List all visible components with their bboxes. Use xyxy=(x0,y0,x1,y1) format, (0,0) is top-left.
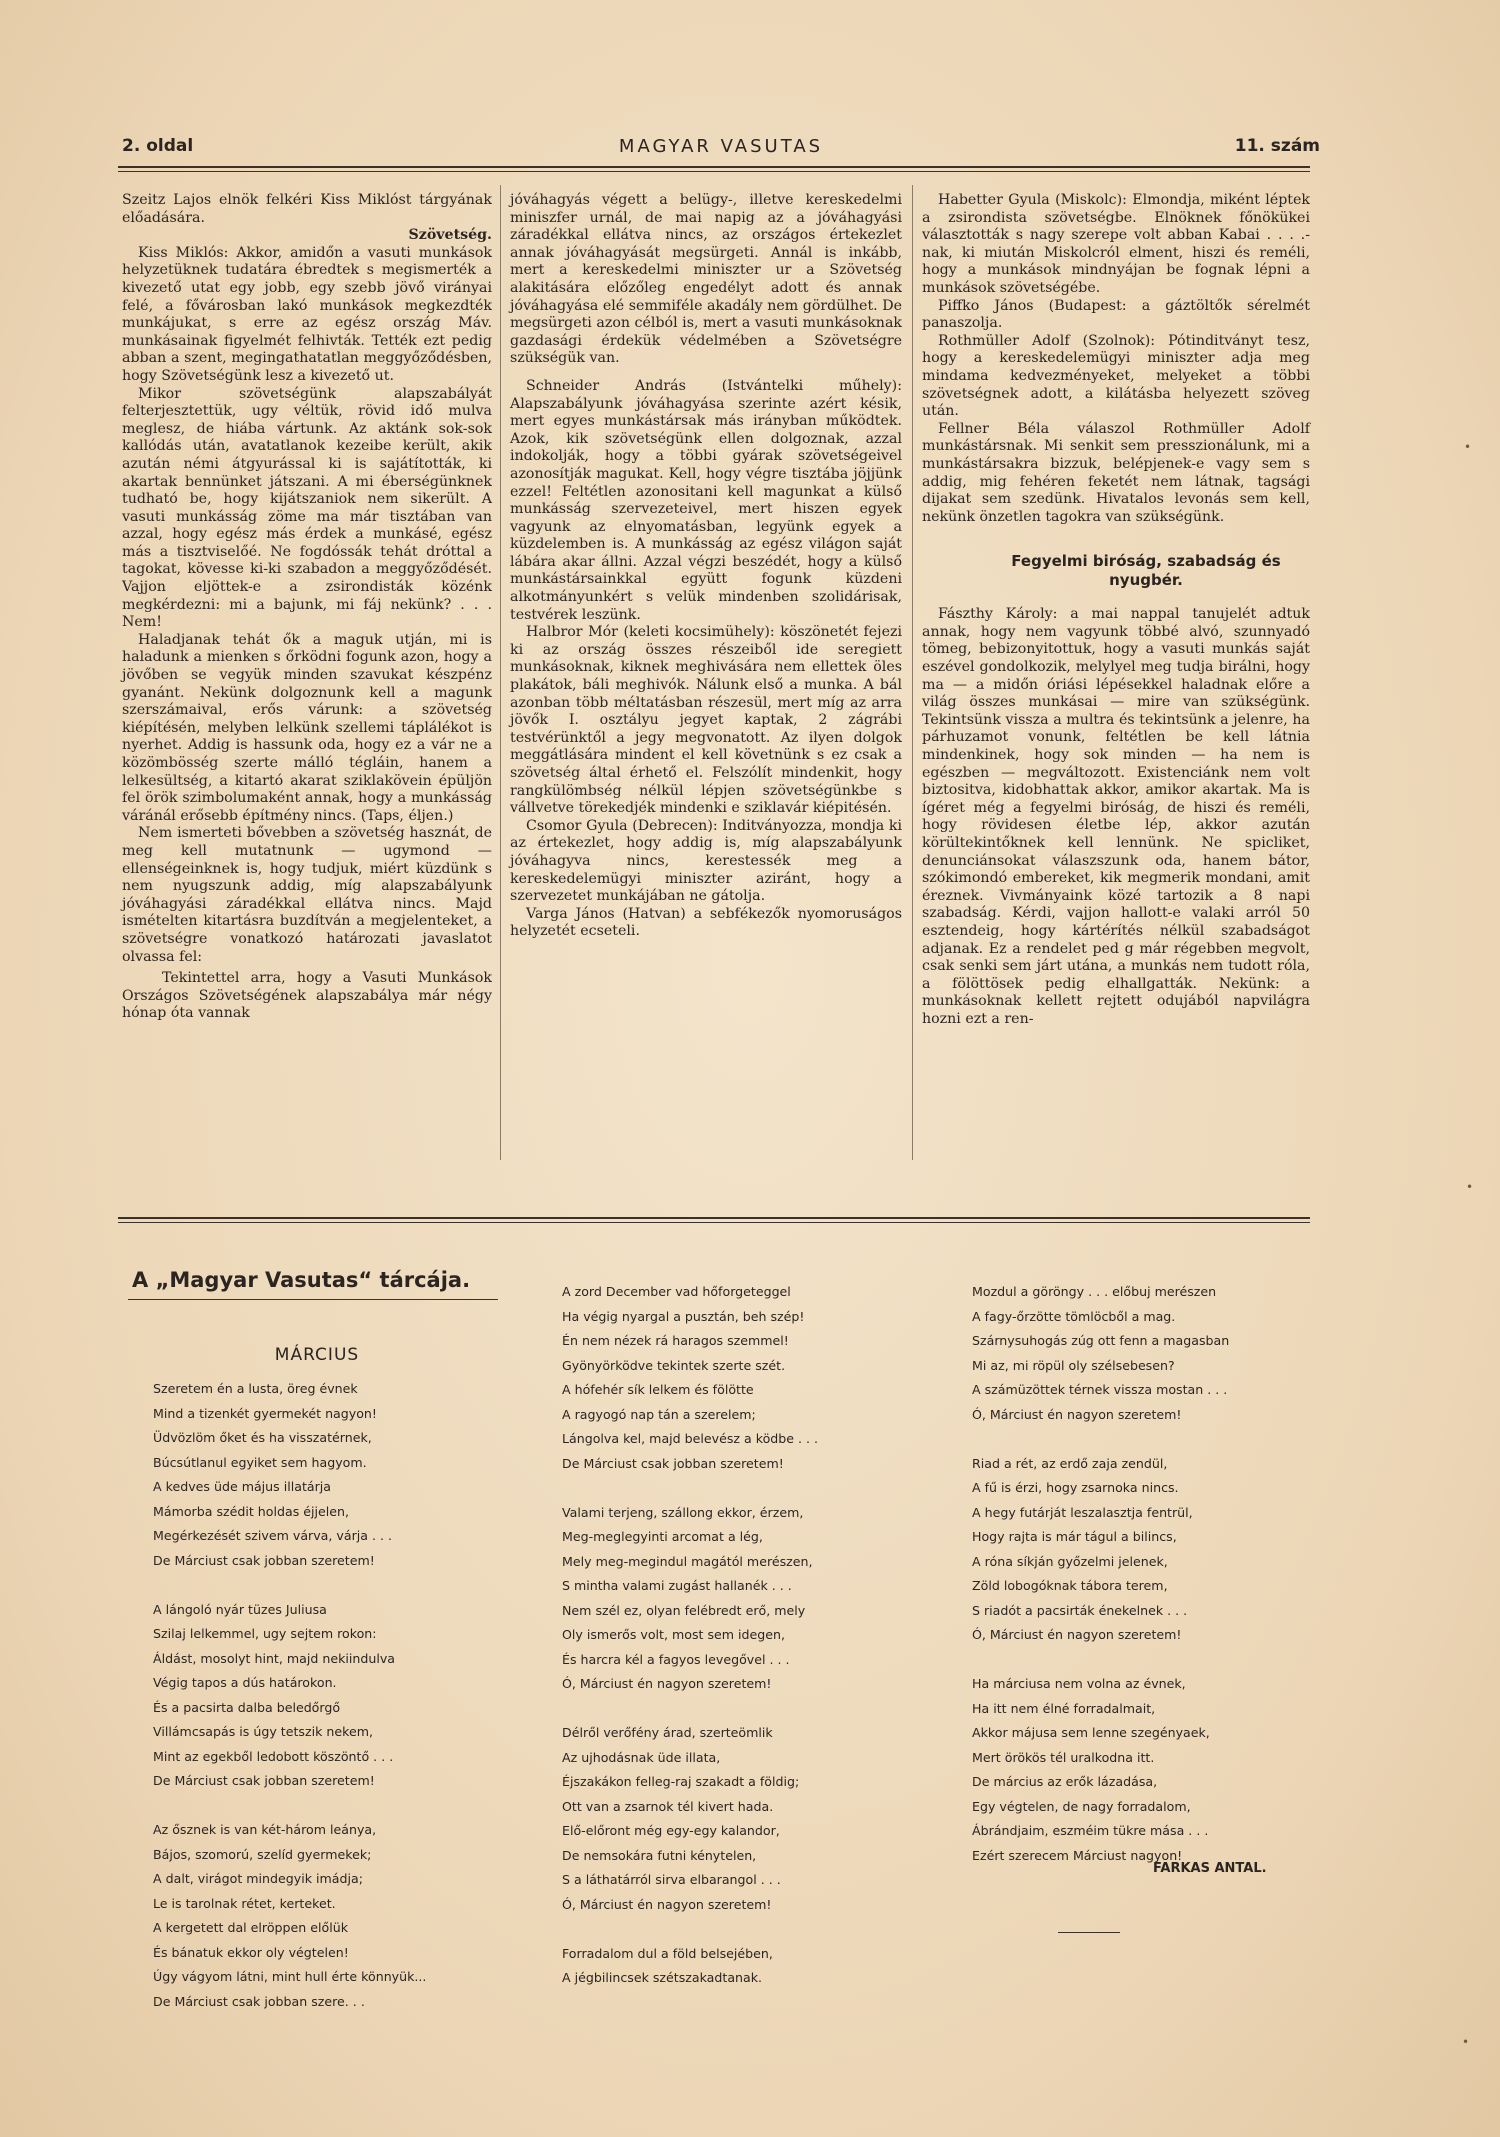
paragraph: Piffko János (Budapest: a gáztöltők sérelmét panaszolja. xyxy=(922,297,1310,332)
poem-line: A zord December vad hőforgeteggel xyxy=(562,1284,791,1299)
poem-line: Le is tarolnak rétet, kerteket. xyxy=(153,1895,336,1911)
poem-line: Úgy vágyom látni, mint hull érte könnyük... xyxy=(153,1969,427,1984)
paragraph: Fászthy Károly: a mai nappal tanujelét adtuk annak, hogy nem vagyunk többé alvó, szunnyadó tömeg, bebizonyitottuk, hogy a vasuti munkás saját eszével gondolkozik, melylyel meg tudja birálni, hogy ma — a midőn óriási lépésekkel haladnak előre a világ összes munkásai — mire van szükségünk. Tekintsünk vissza a multra és tekintsünk a jelenre, ha párhuzamot vonunk, feltétlen be kell látnia mindenkinek, hogy sok minden — ha nem is egészben — megváltozott. Existenciánk nem volt biztositva, kidobhattak akkor, amikor akartak. Ma is ígéret még a fegyelmi biróság, de hiszi és reméli, hogy rövidesen életbe lép, akkor azután körültekintőknek kell lennünk. Ne spicliket, denunciánsokat válaszszunk oda, hanem bátor, szókimondó embereket, kik megmerik mondani, amit éreznek. Vivmányaink közé tartozik a 8 napi szabadság. Kérdi, vajjon hallott-e valaki arról 50 esztendeig, hogy kártérítés nélkül szabadságot adjanak. Ez a rendelet ped g már régebben megvolt, csak senki sem járt utána, a munkás nem tudott róla, a fölöttösek pedig elhallgatták. Nekünk: a munkásoknak kellett rejtett odujából napvilágra hozni ezt a ren- xyxy=(922,606,1310,1027)
poem-line: De Márciust csak jobban szeretem! xyxy=(153,1552,375,1568)
poem-line: Szeretem én a lusta, öreg évnek xyxy=(153,1381,358,1396)
poem-line: Én nem nézek rá haragos szemmel! xyxy=(562,1333,789,1348)
poem-line: Nem szél ez, olyan felébredt erő, mely xyxy=(562,1602,806,1618)
poem-line: Akkor májusa sem lenne szegényaek, xyxy=(972,1725,1210,1740)
paragraph: Haladjanak tehát ők a maguk utján, mi is haladunk a mienken s őrködni fogunk azon, hogy a jövőben se vegyük minden szavukat készpénz gyanánt. Nekünk dolgoznunk kell a magunk szerszámaival, erős várunk: a szövetség kiépítésén, melyben lelkünk szellemi táplálékot is nyerhet. Addig is hassunk oda, hogy ez a vár ne a közömbösség szerte málló tégláin, hanem a lelkesültség, a kitartó akarat sziklakövein épüljön fel örök szimbolumaként annak, hogy a munkásság váránál erősebb építmény nincs. (Taps, éljen.) xyxy=(122,631,492,824)
section-label: Szövetség. xyxy=(408,227,492,244)
poem-author: FARKAS ANTAL. xyxy=(1153,1861,1267,1876)
page-header xyxy=(122,136,1320,164)
poem-stanza xyxy=(153,1377,513,1573)
poem-column-1 xyxy=(153,1377,513,2039)
header-rule xyxy=(118,166,1310,168)
poem-line: Ezért szerecem Márciust nagyon! xyxy=(972,1847,1183,1863)
poem-line: Zöld lobogóknak tábora terem, xyxy=(972,1578,1168,1593)
poem-stanza xyxy=(562,1942,922,1991)
end-rule xyxy=(1058,1932,1120,1933)
poem-line: Szárnysuhogás zúg ott fenn a magasban xyxy=(972,1333,1230,1348)
poem-line: Bájos, szomorú, szelíd gyermekek; xyxy=(153,1846,372,1862)
poem-line: Ha végig nyargal a pusztán, beh szép! xyxy=(562,1308,805,1324)
poem-line: S a láthatárról sirva elbarangol . . . xyxy=(562,1872,781,1887)
poem-line: Gyönyörködve tekintek szerte szét. xyxy=(562,1357,786,1373)
poem-line: A kedves üde május illatárja xyxy=(153,1479,331,1494)
poem-line: És a pacsirta dalba beledőrgő xyxy=(153,1699,341,1715)
poem-line: Mint az egekből ledobott köszöntő . . . xyxy=(153,1748,394,1764)
poem-line: A fagy-őrzötte tömlöcből a mag. xyxy=(972,1308,1176,1324)
poem-column-2 xyxy=(562,1280,922,2015)
poem-line: Ha itt nem élné forradalmait, xyxy=(972,1700,1156,1716)
paragraph: Rothmüller Adolf (Szolnok): Pótinditványt tesz, hogy a kereskedelemügyi miniszter adja meg mindama kedvezményeket, melyeket a többi szövetségnek adott, a kilátásba helyezett szöveg után. xyxy=(922,332,1310,420)
poem-line: Valami terjeng, szállong ekkor, érzem, xyxy=(562,1504,804,1520)
poem-line: De március az erők lázadása, xyxy=(972,1774,1158,1789)
header-rule-thin xyxy=(118,171,1310,172)
section-rule-thin xyxy=(118,1222,1310,1223)
poem-line: A fű is érzi, hogy zsarnoka nincs. xyxy=(972,1480,1179,1495)
poem-stanza xyxy=(972,1672,1312,1868)
paragraph: Halbror Mór (keleti kocsimühely): köszönetét fejezi ki az ország összes részeiből ide seregiett munkásoknak, kiknek meghivására nem ellettek öles plakátok, báli meghivók. Nálunk első a munka. A bál azonban több méltatásban részesül, mert míg az arra jövők I. osztályu jegyet kaptak, 2 zágrábi testvérünktől a jegy megvonatott. Az ilyen dolgok meggátlására mindent el kell követnünk s ez csak a szövetség által érhető el. Felszólít mindenkit, hogy rangkülömbség nélkül lépjen szövetségünkbe s vállvetve törekedjék mindenki e sziklavár kiépitésén. xyxy=(510,624,902,817)
print-speck: • xyxy=(1466,1180,1474,1194)
poem-line: Ha márciusa nem volna az évnek, xyxy=(972,1676,1186,1691)
poem-stanza xyxy=(562,1501,922,1697)
poem-stanza xyxy=(153,1598,513,1794)
poem-line: És bánatuk ekkor oly végtelen! xyxy=(153,1944,349,1960)
poem-column-3 xyxy=(972,1280,1312,1893)
poem-line: Mind a tizenkét gyermekét nagyon! xyxy=(153,1405,377,1421)
poem-line: Délről verőfény árad, szerteömlik xyxy=(562,1725,773,1740)
poem-line: Ó, Márciust én nagyon szeretem! xyxy=(972,1406,1182,1422)
article-column-3 xyxy=(922,192,1310,1029)
paragraph: Csomor Gyula (Debrecen): Inditványozza, mondja ki az értekezlet, hogy addig is, míg alapszabályunk jóváhagyva nincs, kerestessék meg a kereskedelemügyi miniszter aziránt, hogy a szervezetet munkájában ne gátolja. xyxy=(510,817,902,905)
paragraph: Habetter Gyula (Miskolc): Elmondja, miként léptek a zsirondista szövetségbe. Elnöknek főnökükei választották s nagy szerepe volt abban Kabai . . . .-nak, ki miután Miskolcról elment, hiszi és reméli, hogy a munkások mindnyájan be fognak lépni a munkások szövetségébe. xyxy=(922,192,1310,296)
poem-line: Éjszakákon felleg-raj szakadt a földig; xyxy=(562,1774,800,1789)
poem-line: Szilaj lelkemmel, ugy sejtem rokon: xyxy=(153,1626,377,1641)
paragraph: Szeitz Lajos elnök felkéri Kiss Miklóst tárgyának előadására. xyxy=(122,192,492,226)
feature-underline xyxy=(128,1299,498,1300)
section-heading: Fegyelmi biróság, szabadság és nyugbér. xyxy=(1011,552,1281,590)
poem-line: A ragyogó nap tán a szerelem; xyxy=(562,1406,756,1422)
poem-line: Mert örökös tél uralkodna itt. xyxy=(972,1749,1155,1765)
poem-line: Áldást, mosolyt hint, majd nekiindulva xyxy=(153,1650,395,1666)
feature-title: A „Magyar Vasutas“ tárcája. xyxy=(132,1268,471,1292)
poem-line: De Márciust csak jobban szere. . . xyxy=(153,1993,365,2009)
poem-line: Ó, Márciust én nagyon szeretem! xyxy=(972,1627,1182,1642)
column-divider xyxy=(500,185,501,1160)
poem-line: Ott van a zsarnok tél kivert hada. xyxy=(562,1798,774,1814)
poem-line: Ó, Márciust én nagyon szeretem! xyxy=(562,1896,772,1912)
poem-line: Riad a rét, az erdő zaja zendül, xyxy=(972,1455,1168,1471)
poem-stanza xyxy=(562,1280,922,1476)
poem-line: S riadót a pacsirták énekelnek . . . xyxy=(972,1602,1188,1618)
poem-line: Oly ismerős volt, most sem idegen, xyxy=(562,1627,786,1642)
poem-line: Ábrándjaim, eszméim tükre mása . . . xyxy=(972,1823,1209,1838)
poem-line: De Márciust csak jobban szeretem! xyxy=(562,1455,784,1471)
poem-line: Végig tapos a dús határokon. xyxy=(153,1675,337,1690)
poem-line: Az ősznek is van két-három leánya, xyxy=(153,1822,377,1837)
issue-number: 11. szám xyxy=(1234,136,1320,156)
print-speck: • xyxy=(1462,2035,1470,2049)
poem-line: És harcra kél a fagyos levegővel . . . xyxy=(562,1651,790,1667)
poem-line: A dalt, virágot mindegyik imádja; xyxy=(153,1871,363,1886)
poem-line: Lángolva kel, majd belevész a ködbe . . . xyxy=(562,1431,819,1446)
poem-line: A kergetett dal elröppen előlük xyxy=(153,1920,348,1935)
poem-line: Üdvözlöm őket és ha visszatérnek, xyxy=(153,1430,372,1445)
poem-line: A hófehér sík lelkem és fölötte xyxy=(562,1382,754,1397)
poem-line: Villámcsapás is úgy tetszik nekem, xyxy=(153,1724,373,1739)
poem-line: Mi az, mi röpül oly szélsebesen? xyxy=(972,1357,1175,1373)
poem-line: Ó, Márciust én nagyon szeretem! xyxy=(562,1676,772,1691)
section-rule xyxy=(118,1217,1310,1219)
paragraph: Fellner Béla válaszol Rothmüller Adolf munkástársnak. Mi senkit sem presszionálunk, mi a munkástársakra bizzuk, belépjenek-e vagy sem s addig, mig fehéren feketét nem látnak, tagsági dijakat sem szedünk. Hivatalos levonás sem kell, nekünk önzetlen tagokra van szükségünk. xyxy=(922,420,1310,525)
poem-line: Hogy rajta is már tágul a bilincs, xyxy=(972,1529,1177,1544)
poem-stanza xyxy=(972,1280,1312,1427)
poem-line: Elő-előront még egy-egy kalandor, xyxy=(562,1823,780,1838)
article-column-1 xyxy=(122,192,492,1023)
poem-line: De nemsokára futni kénytelen, xyxy=(562,1847,757,1863)
poem-title: MÁRCIUS xyxy=(274,1345,360,1365)
paragraph: Nem ismerteti bővebben a szövetség hasznát, de meg kell mutatnunk — ugymond — ellenségeinknek is, hogy tudjuk, miért küzdünk s nem nyugszunk addig, míg alapszabályunk jóváhagyási záradékkal ellátva nincs. Majd ismételten kitartásra buzdítván a megjelenteket, a szövetségre vonatkozó határozati javaslatot olvassa fel: xyxy=(122,825,492,965)
poem-line: S mintha valami zugást hallanék . . . xyxy=(562,1578,792,1593)
poem-line: Meg-meglegyinti arcomat a lég, xyxy=(562,1529,763,1544)
poem-line: A jégbilincsek szétszakadtanak. xyxy=(562,1970,763,1985)
poem-line: Mely meg-megindul magától merészen, xyxy=(562,1553,813,1569)
poem-line: Forradalom dul a föld belsejében, xyxy=(562,1945,773,1961)
poem-line: Megérkezését szivem várva, várja . . . xyxy=(153,1528,392,1543)
poem-stanza xyxy=(153,1818,513,2014)
poem-stanza xyxy=(972,1452,1312,1648)
column-divider xyxy=(912,185,913,1160)
poem-line: A számüzöttek térnek vissza mostan . . . xyxy=(972,1382,1228,1397)
poem-line: Mámorba szédit holdas éjjelen, xyxy=(153,1503,349,1519)
masthead-title: MAGYAR VASUTAS xyxy=(618,136,824,157)
print-speck: • xyxy=(1464,440,1472,454)
paragraph: Mikor szövetségünk alapszabályát felterjesztettük, ugy véltük, rövid idő mulva meglesz, de hiába vártunk. Az aktánk sok-sok kallódás után, avatatlanok kezeibe került, akik azután némi átgyurással ki is sajátították, ki akartak bennünket játszani. A mi éberségünknek tudható be, hogy kijátszaniok nem sikerült. A vasuti munkásság zöme ma már tisztában van azzal, hogy egész más érdek a munkásé, egész más a tisztviselőé. Ne fogdóssák tehát dróttal a tagokat, kövesse ki-ki szabadon a meggyőződését. Vajjon eljöttek-e a zsirondisták közénk megkérdezni: mi a bajunk, mi fáj nekünk? . . . Nem! xyxy=(122,385,492,631)
poem-line: Búcsútlanul egyiket sem hagyom. xyxy=(153,1454,367,1470)
poem-line: A róna síkján győzelmi jelenek, xyxy=(972,1553,1168,1569)
poem-line: Mozdul a göröngy . . . előbuj merészen xyxy=(972,1284,1217,1299)
paragraph: jóváhagyás végett a belügy-, illetve kereskedelmi miniszfer urnál, de mai napig az a jóváhagyási záradékkal ellátva nincs, az országos értekezlet annak jóváhagyását megsürgeti. Annál is inkább, mert a kereskedelmi miniszter ur a Szövetség alakitására előzőleg engedélyt adott és annak jóváhagyása elé semmiféle akadály nem gördülhet. De megsürgeti azon célból is, mert a vasuti munkásoknak gazdasági érdekük védelmében a Szövetségre szükségük van. xyxy=(510,192,902,367)
poem-line: A hegy futárját leszalasztja fentrül, xyxy=(972,1504,1193,1520)
poem-line: Az ujhodásnak üde illata, xyxy=(562,1749,721,1765)
article-column-2 xyxy=(510,192,902,941)
page-number: 2. oldal xyxy=(122,136,194,156)
resolution-text: Tekintettel arra, hogy a Vasuti Munkások Országos Szövetségének alapszabálya már négy hónap óta vannak xyxy=(122,970,492,1022)
poem-stanza xyxy=(562,1721,922,1917)
paragraph: Varga János (Hatvan) a sebfékezők nyomoruságos helyzetét ecseteli. xyxy=(510,905,902,940)
poem-line: Egy végtelen, de nagy forradalom, xyxy=(972,1798,1191,1814)
poem-line: De Márciust csak jobban szeretem! xyxy=(153,1773,375,1788)
paragraph: Schneider András (Istvántelki műhely): Alapszabályunk jóváhagyása szerinte azért késik, mert egyes munkástársak más irányban működtek. Azok, kik szövetségünk ellen dolgoznak, azzal indokolják, hogy a többi gyárak szövetségeivel azonosítják magukat. Kell, hogy végre tisztába jöjjünk ezzel! Feltétlen azonositani kell magunkat a külső munkásság szervezeteivel, mert hiszen egyek vagyunk az elnyomatásban, legyünk egyek a küzdelemben is. A munkásság az egész világon saját lábára akar állni. Azzal végzi beszédét, hogy a külső munkástársainkkal együtt fogunk küzdeni alkotmányunkért s velük mindenben szolidárisak, testvérek leszünk. xyxy=(510,377,902,623)
poem-line: A lángoló nyár tüzes Juliusa xyxy=(153,1601,327,1617)
paragraph: Kiss Miklós: Akkor, amidőn a vasuti munkások helyzetüknek tudatára ébredtek s megismerték a kivezető utat egy jobb, egy szebb jövő virányai felé, a fővárosban lakó munkások megkezdték munkájukat, s erre az egész ország Máv. munkásainak figyelmét felhivták. Tették ezt pedig abban a szent, megingathatatlan meggyőződésben, hogy Szövetségünk lesz a kivezető ut. xyxy=(122,244,492,384)
